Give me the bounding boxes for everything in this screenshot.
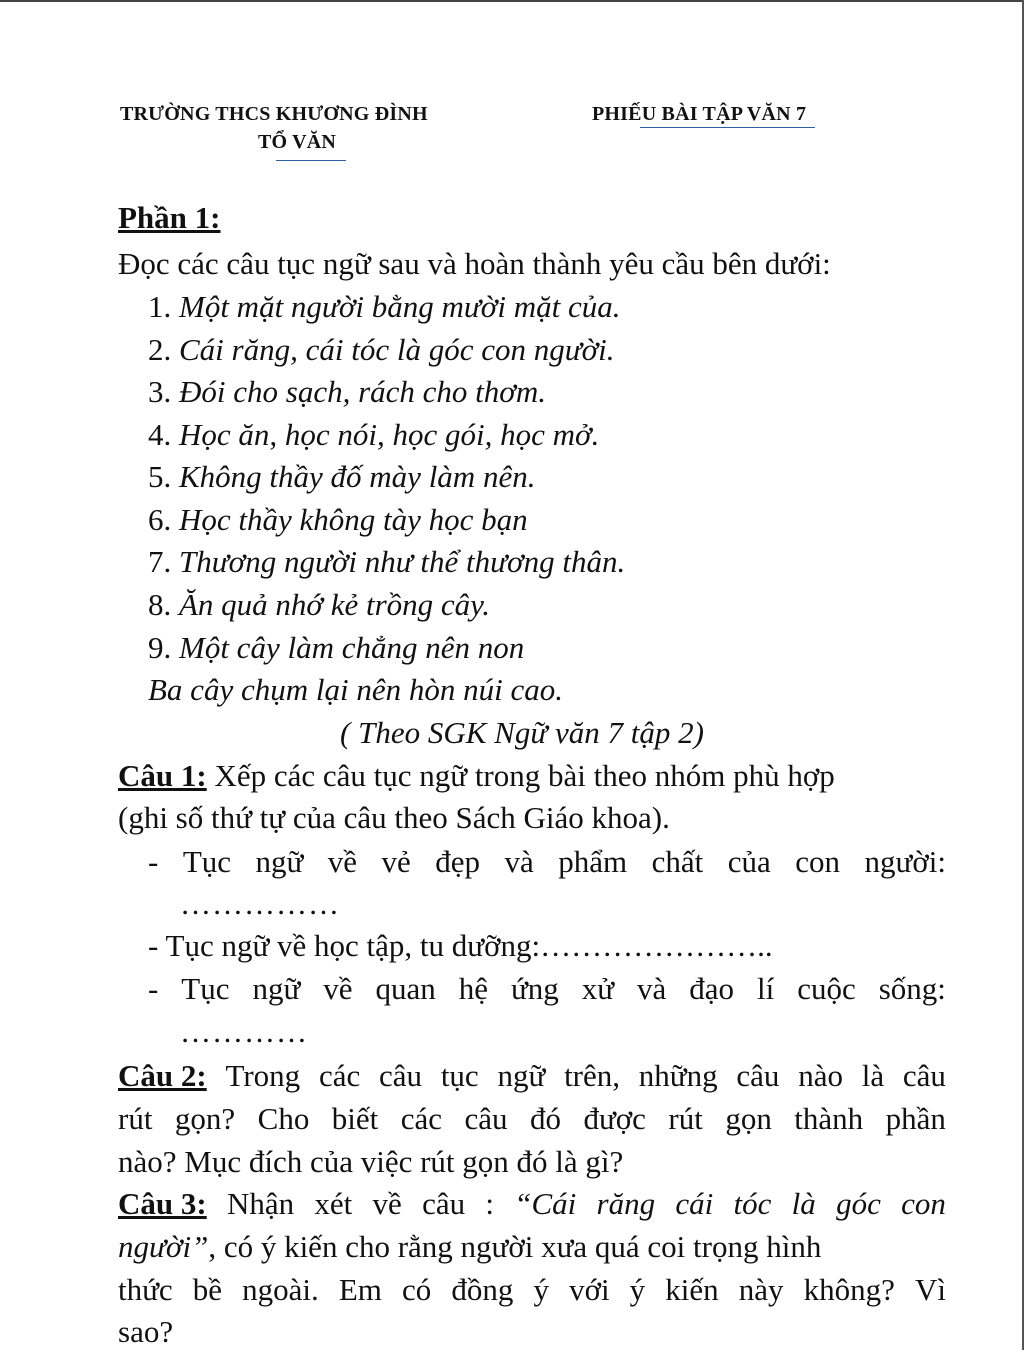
word: biết (331, 1101, 379, 1136)
proverb-number: 1. (148, 289, 172, 324)
school-name: TRƯỜNG THCS KHƯƠNG ĐÌNH (120, 103, 428, 125)
word: đó (530, 1101, 562, 1136)
word: vẻ (381, 844, 411, 879)
department-underline (276, 160, 346, 161)
word: rút (118, 1101, 153, 1136)
proverb-item (148, 585, 490, 625)
question-1-label: Câu 1: (118, 758, 207, 793)
word: hệ (458, 971, 488, 1006)
word: trên, (564, 1058, 621, 1093)
proverb-text: Thương người như thể thương thân. (179, 544, 626, 579)
word: bề (192, 1272, 223, 1307)
question-3-line1 (118, 1184, 946, 1224)
proverb-number: 4. (148, 417, 172, 452)
proverb-item (148, 457, 535, 497)
word: : (485, 1186, 494, 1221)
word: câu (736, 1058, 780, 1093)
proverb-text: Một mặt người bằng mười mặt của. (179, 289, 621, 324)
word: quan (375, 971, 436, 1006)
answer-item-beauty (148, 842, 946, 882)
word: kiến (665, 1272, 719, 1307)
proverb-text: Không thầy đố mày làm nên. (179, 459, 536, 494)
proverb-item (148, 287, 620, 327)
word: ngoài. (242, 1272, 319, 1307)
proverb-item (148, 415, 599, 455)
question-2-line1 (118, 1056, 946, 1096)
word: nào (798, 1058, 843, 1093)
proverb-item (148, 330, 615, 370)
proverb-number: 5. (148, 459, 172, 494)
word: - (148, 971, 159, 1006)
word: và (504, 844, 534, 879)
word: người: (864, 844, 946, 879)
word: phần (885, 1101, 946, 1136)
proverb-text: Đói cho sạch, rách cho thơm. (179, 374, 546, 409)
word: của (727, 844, 771, 879)
answer-blank-relations[interactable]: ………… (180, 1014, 308, 1049)
word: ngữ (497, 1058, 546, 1093)
proverb-text: Học ăn, học nói, học gói, học mở. (179, 417, 600, 452)
question-1-text-line2: (ghi số thứ tự của câu theo Sách Giáo khoa). (118, 800, 670, 835)
word: đồng (451, 1272, 514, 1307)
word: con (901, 1186, 946, 1221)
word: cuộc (797, 971, 856, 1006)
word: các (318, 1058, 361, 1093)
question-3-line2-text: , có ý kiến cho rằng người xưa quá coi trọng hình (208, 1229, 822, 1264)
word: Tục (181, 971, 230, 1006)
source-citation: ( Theo SGK Ngữ văn 7 tập 2) (340, 715, 704, 750)
word: lí (756, 971, 775, 1006)
word: góc (836, 1186, 881, 1221)
proverb-number: 6. (148, 502, 172, 537)
proverb-item (148, 542, 625, 582)
word: câu (422, 1186, 466, 1221)
proverb-item (148, 500, 528, 540)
question-2-line2 (118, 1099, 946, 1139)
word: Cho (257, 1101, 310, 1136)
word: ứng (510, 971, 559, 1006)
word: cái (675, 1186, 714, 1221)
word: xử (581, 971, 615, 1006)
part1-instruction: Đọc các câu tục ngữ sau và hoàn thành yêu cầu bên dưới: (118, 246, 831, 281)
word: với (569, 1272, 610, 1307)
word: là (861, 1058, 885, 1093)
worksheet-title-underline (640, 127, 815, 128)
word: ngữ (252, 971, 301, 1006)
answer-item-study: - Tục ngữ về học tập, tu dưỡng:………………….. (148, 928, 773, 963)
word: này (738, 1272, 784, 1307)
proverb-text: Ăn quả nhớ kẻ trồng cây. (179, 587, 490, 622)
proverb-number: 9. (148, 630, 172, 665)
word: và (637, 971, 667, 1006)
proverb-number: 3. (148, 374, 172, 409)
word: về (327, 844, 358, 879)
word: - (148, 844, 159, 879)
department-name: TỔ VĂN (258, 131, 337, 153)
word: có (402, 1272, 432, 1307)
word: Vì (914, 1272, 946, 1307)
word: về (323, 971, 353, 1006)
proverb-number: 2. (148, 332, 172, 367)
answer-item-relations (148, 969, 946, 1009)
question-3-label: Câu 3: (118, 1186, 207, 1221)
word: Tục (182, 844, 232, 879)
word: xét (314, 1186, 353, 1221)
word: ý (629, 1272, 646, 1307)
answer-blank-beauty[interactable]: …………… (180, 886, 340, 921)
quote-end: người” (118, 1229, 209, 1264)
proverb-number: 7. (148, 544, 172, 579)
question-1 (118, 756, 835, 796)
question-3-line3 (118, 1270, 946, 1310)
word: câu (379, 1058, 423, 1093)
word: rút (668, 1101, 703, 1136)
word: không? (803, 1272, 895, 1307)
word: răng (596, 1186, 656, 1221)
word: các (400, 1101, 443, 1136)
word: về (372, 1186, 402, 1221)
word: tóc (733, 1186, 772, 1221)
word: sống: (878, 971, 946, 1006)
word: ngữ (255, 844, 304, 879)
word: những (638, 1058, 718, 1093)
word: gọn? (174, 1101, 236, 1136)
word: Em (338, 1272, 382, 1307)
proverb-item (148, 372, 546, 412)
word: Trong (225, 1058, 301, 1093)
proverb-text: Một cây làm chẳng nên non (179, 630, 525, 665)
question-2-label: Câu 2: (118, 1058, 207, 1093)
word: câu (902, 1058, 946, 1093)
proverb-item (148, 628, 524, 668)
word: được (583, 1101, 646, 1136)
question-3-line2 (118, 1227, 821, 1267)
question-1-text: Xếp các câu tục ngữ trong bài theo nhóm phù hợp (206, 758, 835, 793)
part1-title: Phần 1: (118, 200, 221, 235)
proverb-text: Cái răng, cái tóc là góc con người. (179, 332, 615, 367)
word: tục (440, 1058, 479, 1093)
question-2-line3: nào? Mục đích của việc rút gọn đó là gì? (118, 1144, 624, 1179)
word: Nhận (226, 1186, 295, 1221)
word: ý (533, 1272, 549, 1307)
word: đẹp (435, 844, 481, 879)
proverb-9-continuation: Ba cây chụm lại nên hòn núi cao. (148, 672, 563, 707)
word: phẩm (558, 844, 628, 879)
word: câu (464, 1101, 508, 1136)
proverb-number: 8. (148, 587, 172, 622)
worksheet-title: PHIẾU BÀI TẬP VĂN 7 (592, 103, 807, 125)
top-border (0, 0, 1024, 2)
word: là (791, 1186, 816, 1221)
word: “Cái (514, 1186, 577, 1221)
question-3-line4: sao? (118, 1314, 174, 1349)
word: đạo (689, 971, 735, 1006)
word: con (795, 844, 841, 879)
word: thức (118, 1272, 173, 1307)
word: thành (794, 1101, 864, 1136)
word: chất (651, 844, 704, 879)
proverb-text: Học thầy không tày học bạn (179, 502, 528, 537)
word: gọn (725, 1101, 772, 1136)
